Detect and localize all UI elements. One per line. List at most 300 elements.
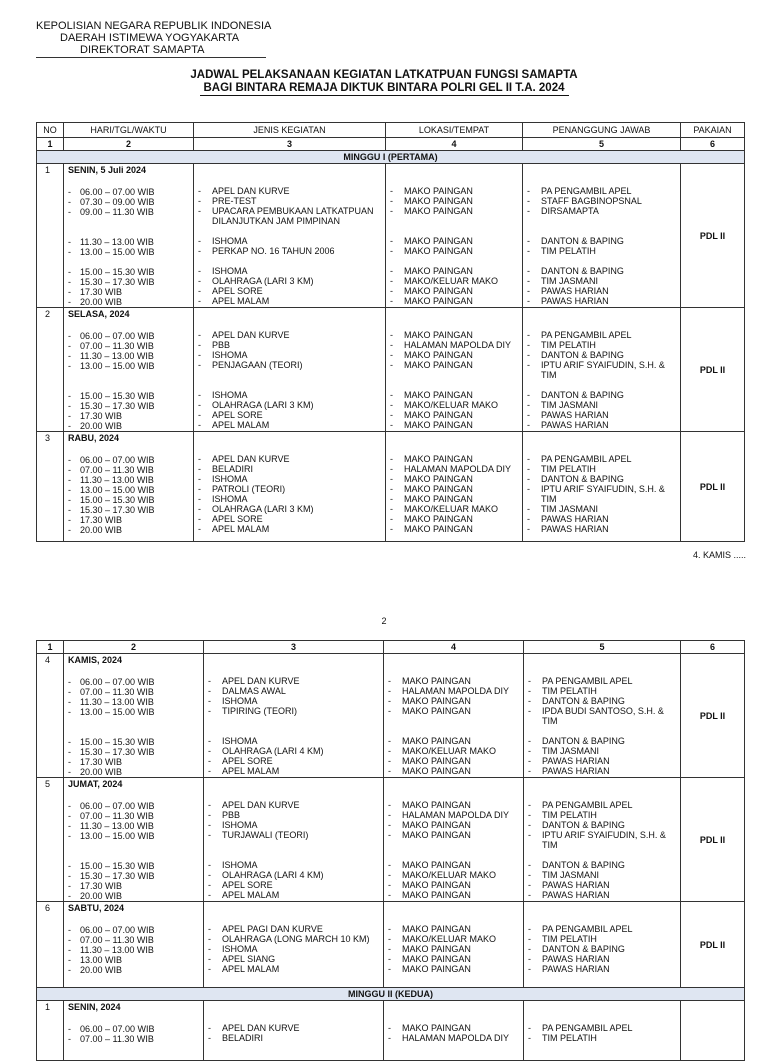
time-slot: - 20.00 WIB — [64, 891, 203, 901]
activity-item: - APEL MALAM — [204, 890, 383, 900]
time-slot: - 17.30 WIB — [64, 287, 193, 297]
day-date-label: KAMIS, 2024 — [68, 655, 123, 665]
day-date-label: SABTU, 2024 — [68, 903, 125, 913]
pic-item: - DANTON & BAPING — [524, 860, 680, 870]
activity-cell — [194, 308, 386, 432]
day-number: 5 — [37, 778, 64, 902]
time-cell — [64, 164, 194, 308]
day-number: 1 — [37, 164, 64, 308]
location-item: - HALAMAN MAPOLDA DIY — [384, 686, 523, 696]
day-number: 3 — [37, 432, 64, 542]
time-cell — [64, 1001, 204, 1061]
activity-item — [204, 726, 383, 736]
pic-item: - PA PENGAMBIL APEL — [524, 924, 680, 934]
pic-item — [523, 256, 680, 266]
col-number: 2 — [64, 641, 204, 654]
activity-item: - OLAHRAGA (LARI 3 KM) — [194, 504, 385, 514]
activity-item: - APEL SORE — [194, 286, 385, 296]
day-row — [37, 654, 745, 778]
location-cell — [384, 778, 524, 902]
time-slot: - 15.30 – 17.30 WIB — [64, 871, 203, 881]
pic-item: - PAWAS HARIAN — [523, 420, 680, 430]
time-slot: - 20.00 WIB — [64, 767, 203, 777]
location-cell — [384, 902, 524, 988]
activity-item — [194, 226, 385, 236]
activity-item: - PATROLI (TEORI) — [194, 484, 385, 494]
pic-item: - TIM PELATIH — [523, 340, 680, 350]
activity-item: - APEL DAN KURVE — [204, 1023, 383, 1033]
activity-item — [204, 850, 383, 860]
time-slot: - 07.30 – 09.00 WIB — [64, 197, 193, 207]
time-slot: - 06.00 – 07.00 WIB — [64, 187, 193, 197]
activity-item: - BELADIRI — [194, 464, 385, 474]
day-block — [37, 308, 745, 432]
col-header-attire: PAKAIAN — [681, 123, 745, 138]
location-item: - MAKO PAINGAN — [384, 676, 523, 686]
time-slot: - 15.00 – 15.30 WIB — [64, 391, 193, 401]
time-slot: - 06.00 – 07.00 WIB — [64, 331, 193, 341]
col-number: 4 — [384, 641, 524, 654]
pic-item: - PA PENGAMBIL APEL — [524, 676, 680, 686]
activity-item: - APEL MALAM — [204, 964, 383, 974]
pic-item: - TIM JASMANI — [524, 870, 680, 880]
pic-item: - PA PENGAMBIL APEL — [524, 1023, 680, 1033]
col-number: 5 — [524, 641, 681, 654]
schedule-table-page-1 — [36, 122, 745, 542]
time-slot — [64, 717, 203, 727]
time-slot: - 06.00 – 07.00 WIB — [64, 1024, 203, 1034]
activity-item: - OLAHRAGA (LARI 3 KM) — [194, 400, 385, 410]
time-slot: - 13.00 – 15.00 WIB — [64, 247, 193, 257]
location-item: - MAKO PAINGAN — [386, 246, 522, 256]
activity-item: - APEL DAN KURVE — [204, 676, 383, 686]
column-number-row — [37, 641, 745, 654]
activity-item: - ISHOMA — [194, 266, 385, 276]
attire-cell: PDL II — [681, 308, 745, 432]
time-slot: - 11.30 – 13.00 WIB — [64, 475, 193, 485]
pic-item — [523, 380, 680, 390]
time-slot: - 20.00 WIB — [64, 525, 193, 535]
column-number-row — [37, 138, 745, 151]
location-cell — [384, 1001, 524, 1061]
time-slot — [64, 381, 193, 391]
pic-cell — [523, 432, 681, 542]
location-item: - MAKO PAINGAN — [386, 410, 522, 420]
activity-item: - ISHOMA — [204, 944, 383, 954]
pic-item: - PAWAS HARIAN — [523, 524, 680, 534]
location-cell — [386, 164, 523, 308]
attire-cell: PDL II — [681, 778, 745, 902]
location-item — [386, 380, 522, 390]
pic-item: - PAWAS HARIAN — [523, 410, 680, 420]
pic-item: - TIM PELATIH — [524, 686, 680, 696]
letterhead-line-1: KEPOLISIAN NEGARA REPUBLIK INDONESIA — [36, 20, 272, 32]
time-slot: - 17.30 WIB — [64, 411, 193, 421]
pic-item: - PAWAS HARIAN — [524, 756, 680, 766]
attire-cell: PDL II — [681, 164, 745, 308]
location-cell — [386, 432, 523, 542]
activity-item: - APEL MALAM — [194, 420, 385, 430]
activity-item: - PERKAP NO. 16 TAHUN 2006 — [194, 246, 385, 256]
location-item: - MAKO PAINGAN — [384, 964, 523, 974]
time-slot: - 13.00 WIB — [64, 955, 203, 965]
day-row — [37, 1001, 745, 1061]
activity-item: - PBB — [194, 340, 385, 350]
col-number: 3 — [194, 138, 386, 151]
page-number: 2 — [381, 616, 387, 626]
location-item — [384, 840, 523, 850]
time-slot: - 13.00 – 15.00 WIB — [64, 361, 193, 371]
location-item: - MAKO PAINGAN — [386, 484, 522, 494]
location-item: - HALAMAN MAPOLDA DIY — [386, 464, 522, 474]
activity-item: - APEL SORE — [194, 410, 385, 420]
pic-cell — [524, 1001, 681, 1061]
pic-item: - TIM JASMANI — [523, 504, 680, 514]
time-slot: - 06.00 – 07.00 WIB — [64, 677, 203, 687]
pic-item: - IPDA BUDI SANTOSO, S.H. & TIM — [524, 706, 680, 726]
location-item: - MAKO PAINGAN — [384, 954, 523, 964]
location-item: - MAKO PAINGAN — [386, 514, 522, 524]
letterhead-underline — [36, 57, 266, 58]
location-item: - MAKO PAINGAN — [386, 286, 522, 296]
activity-item: - PBB — [204, 810, 383, 820]
location-item: - MAKO PAINGAN — [384, 756, 523, 766]
pic-cell — [523, 164, 681, 308]
pic-item: - TIM JASMANI — [524, 746, 680, 756]
time-slot: - 06.00 – 07.00 WIB — [64, 455, 193, 465]
location-item: - MAKO PAINGAN — [384, 696, 523, 706]
activity-item: - TIPIRING (TEORI) — [204, 706, 383, 716]
day-block — [37, 1001, 745, 1061]
location-item: - MAKO PAINGAN — [386, 186, 522, 196]
time-slot: - 11.30 – 13.00 WIB — [64, 237, 193, 247]
location-item: - MAKO PAINGAN — [386, 454, 522, 464]
location-item: - MAKO PAINGAN — [386, 266, 522, 276]
time-slot: - 07.00 – 11.30 WIB — [64, 811, 203, 821]
pic-item: - DANTON & BAPING — [523, 266, 680, 276]
pic-item: - TIM PELATIH — [523, 464, 680, 474]
location-item — [384, 716, 523, 726]
location-item: - MAKO PAINGAN — [386, 524, 522, 534]
location-cell — [384, 654, 524, 778]
time-slot — [64, 851, 203, 861]
time-slot: - 15.00 – 15.30 WIB — [64, 737, 203, 747]
pic-item: - IPTU ARIF SYAIFUDIN, S.H. & TIM — [523, 360, 680, 380]
activity-item — [194, 380, 385, 390]
week-row — [37, 988, 745, 1001]
letterhead-line-3: DIREKTORAT SAMAPTA — [80, 44, 205, 56]
location-item — [384, 850, 523, 860]
activity-item: - ISHOMA — [194, 474, 385, 484]
col-number: 1 — [37, 641, 64, 654]
document-title — [0, 69, 768, 96]
letterhead-line-2: DAERAH ISTIMEWA YOGYAKARTA — [60, 32, 240, 44]
col-number: 4 — [386, 138, 523, 151]
location-item — [386, 226, 522, 236]
time-slot — [64, 227, 193, 237]
activity-item: - DALMAS AWAL — [204, 686, 383, 696]
location-item — [386, 370, 522, 380]
col-number: 3 — [204, 641, 384, 654]
table-header-row — [37, 123, 745, 138]
time-slot: - 15.00 – 15.30 WIB — [64, 267, 193, 277]
activity-item: - ISHOMA — [204, 860, 383, 870]
location-item: - MAKO PAINGAN — [384, 736, 523, 746]
attire-cell — [681, 1001, 745, 1061]
time-slot: - 15.30 – 17.30 WIB — [64, 747, 203, 757]
col-header-time: HARI/TGL/WAKTU — [64, 123, 194, 138]
time-slot — [64, 727, 203, 737]
pic-item: - DANTON & BAPING — [524, 944, 680, 954]
activity-item: - APEL DAN KURVE — [194, 330, 385, 340]
time-slot: - 13.00 – 15.00 WIB — [64, 831, 203, 841]
time-slot: - 07.00 – 11.30 WIB — [64, 935, 203, 945]
day-number: 2 — [37, 308, 64, 432]
activity-item: - APEL DAN KURVE — [194, 186, 385, 196]
pic-item: - DANTON & BAPING — [523, 474, 680, 484]
location-item: - MAKO/KELUAR MAKO — [384, 934, 523, 944]
pic-item: - DANTON & BAPING — [524, 820, 680, 830]
pic-item: - DANTON & BAPING — [524, 696, 680, 706]
day-row — [37, 778, 745, 902]
day-date-label: SENIN, 2024 — [68, 1002, 121, 1012]
week-row — [37, 151, 745, 164]
activity-item: - ISHOMA — [204, 736, 383, 746]
activity-cell — [204, 1001, 384, 1061]
day-number: 1 — [37, 1001, 64, 1061]
activity-item: - APEL MALAM — [204, 766, 383, 776]
time-slot: - 15.30 – 17.30 WIB — [64, 505, 193, 515]
time-slot: - 09.00 – 11.30 WIB — [64, 207, 193, 217]
title-line-2: BAGI BINTARA REMAJA DIKTUK BINTARA POLRI GEL II T.A. 2024 — [200, 82, 569, 96]
location-item: - MAKO PAINGAN — [386, 196, 522, 206]
time-slot: - 11.30 – 13.00 WIB — [64, 945, 203, 955]
time-slot: - 15.00 – 15.30 WIB — [64, 495, 193, 505]
day-block — [37, 164, 745, 308]
activity-item: - PENJAGAAN (TEORI) — [194, 360, 385, 370]
location-item: - MAKO PAINGAN — [384, 706, 523, 716]
time-slot: - 20.00 WIB — [64, 297, 193, 307]
activity-item: - PRE-TEST — [194, 196, 385, 206]
location-item: - MAKO/KELUAR MAKO — [384, 746, 523, 756]
activity-item: - ISHOMA — [194, 350, 385, 360]
pic-item: - DIRSAMAPTA — [523, 206, 680, 216]
attire-cell: PDL II — [681, 432, 745, 542]
week-label: MINGGU I (PERTAMA) — [37, 151, 745, 164]
location-item: - MAKO PAINGAN — [386, 390, 522, 400]
pic-item: - TIM PELATIH — [523, 246, 680, 256]
activity-item: - OLAHRAGA (LARI 3 KM) — [194, 276, 385, 286]
time-slot: - 13.00 – 15.00 WIB — [64, 485, 193, 495]
pic-item: - TIM PELATIH — [524, 1033, 680, 1043]
time-slot: - 20.00 WIB — [64, 421, 193, 431]
time-cell — [64, 654, 204, 778]
activity-item: - APEL MALAM — [194, 296, 385, 306]
pic-item: - DANTON & BAPING — [523, 236, 680, 246]
activity-cell — [204, 654, 384, 778]
location-item: - HALAMAN MAPOLDA DIY — [384, 810, 523, 820]
day-block — [37, 654, 745, 778]
time-slot — [64, 257, 193, 267]
location-item: - MAKO PAINGAN — [386, 360, 522, 370]
col-number: 1 — [37, 138, 64, 151]
pic-item: - PAWAS HARIAN — [523, 286, 680, 296]
location-item: - MAKO/KELUAR MAKO — [386, 400, 522, 410]
title-line-1: JADWAL PELAKSANAAN KEGIATAN LATKATPUAN FUNGSI SAMAPTA — [190, 69, 578, 81]
activity-item: - OLAHRAGA (LARI 4 KM) — [204, 746, 383, 756]
location-item: - MAKO/KELUAR MAKO — [386, 504, 522, 514]
activity-item: - APEL SORE — [194, 514, 385, 524]
activity-item: - APEL DAN KURVE — [194, 454, 385, 464]
time-slot: - 06.00 – 07.00 WIB — [64, 925, 203, 935]
pic-item: - TIM PELATIH — [524, 810, 680, 820]
activity-item — [194, 370, 385, 380]
pic-item: - STAFF BAGBINOPSNAL — [523, 196, 680, 206]
time-slot: - 11.30 – 13.00 WIB — [64, 697, 203, 707]
day-number: 6 — [37, 902, 64, 988]
pic-item: - IPTU ARIF SYAIFUDIN, S.H. & TIM — [523, 484, 680, 504]
location-item: - MAKO PAINGAN — [386, 236, 522, 246]
day-number: 4 — [37, 654, 64, 778]
col-number: 6 — [681, 641, 745, 654]
continued-note: 4. KAMIS ..... — [692, 550, 746, 560]
day-row — [37, 164, 745, 308]
location-item: - MAKO/KELUAR MAKO — [384, 870, 523, 880]
location-item: - MAKO PAINGAN — [384, 944, 523, 954]
time-slot: - 07.00 – 11.30 WIB — [64, 1034, 203, 1044]
pic-item — [524, 850, 680, 860]
activity-item: - BELADIRI — [204, 1033, 383, 1043]
pic-item — [523, 216, 680, 226]
location-item: - MAKO PAINGAN — [386, 420, 522, 430]
location-item: - MAKO PAINGAN — [386, 330, 522, 340]
pic-item: - TIM JASMANI — [523, 400, 680, 410]
activity-item: - UPACARA PEMBUKAAN LATKATPUAN DILANJUTKAN JAM PIMPINAN — [194, 206, 385, 226]
time-slot — [64, 841, 203, 851]
pic-item: - IPTU ARIF SYAIFUDIN, S.H. & TIM — [524, 830, 680, 850]
time-slot: - 20.00 WIB — [64, 965, 203, 975]
col-header-activity: JENIS KEGIATAN — [194, 123, 386, 138]
col-header-pic: PENANGGUNG JAWAB — [523, 123, 681, 138]
time-slot: - 07.00 – 11.30 WIB — [64, 341, 193, 351]
pic-item: - PAWAS HARIAN — [524, 766, 680, 776]
pic-cell — [524, 902, 681, 988]
location-item: - MAKO PAINGAN — [384, 880, 523, 890]
col-number: 6 — [681, 138, 745, 151]
week-label: MINGGU II (KEDUA) — [37, 988, 745, 1001]
time-slot — [64, 217, 193, 227]
time-slot: - 13.00 – 15.00 WIB — [64, 707, 203, 717]
activity-cell — [204, 902, 384, 988]
activity-item: - OLAHRAGA (LONG MARCH 10 KM) — [204, 934, 383, 944]
time-slot: - 17.30 WIB — [64, 515, 193, 525]
pic-item — [524, 726, 680, 736]
location-item: - MAKO PAINGAN — [384, 766, 523, 776]
time-slot: - 11.30 – 13.00 WIB — [64, 351, 193, 361]
pic-item: - PA PENGAMBIL APEL — [523, 186, 680, 196]
location-item — [386, 256, 522, 266]
pic-item: - PAWAS HARIAN — [524, 954, 680, 964]
time-slot — [64, 371, 193, 381]
time-cell — [64, 308, 194, 432]
pic-cell — [524, 654, 681, 778]
location-item: - MAKO PAINGAN — [384, 890, 523, 900]
location-item — [386, 216, 522, 226]
pic-item: - PAWAS HARIAN — [523, 296, 680, 306]
day-date-label: JUMAT, 2024 — [68, 779, 123, 789]
time-slot: - 06.00 – 07.00 WIB — [64, 801, 203, 811]
activity-item — [194, 256, 385, 266]
time-slot: - 17.30 WIB — [64, 881, 203, 891]
time-cell — [64, 902, 204, 988]
time-slot: - 17.30 WIB — [64, 757, 203, 767]
pic-item: - DANTON & BAPING — [523, 350, 680, 360]
col-header-no: NO — [37, 123, 64, 138]
pic-item: - PAWAS HARIAN — [524, 880, 680, 890]
day-row — [37, 432, 745, 542]
time-slot: - 11.30 – 13.00 WIB — [64, 821, 203, 831]
day-date-label: RABU, 2024 — [68, 433, 120, 443]
day-row — [37, 902, 745, 988]
time-slot: - 07.00 – 11.30 WIB — [64, 465, 193, 475]
activity-item: - ISHOMA — [194, 236, 385, 246]
col-number: 5 — [523, 138, 681, 151]
day-date-label: SELASA, 2024 — [68, 309, 130, 319]
day-block — [37, 902, 745, 988]
pic-cell — [523, 308, 681, 432]
activity-item: - OLAHRAGA (LARI 4 KM) — [204, 870, 383, 880]
pic-item: - DANTON & BAPING — [523, 390, 680, 400]
activity-item: - ISHOMA — [194, 494, 385, 504]
activity-item — [204, 840, 383, 850]
col-number: 2 — [64, 138, 194, 151]
location-item: - HALAMAN MAPOLDA DIY — [386, 340, 522, 350]
activity-item: - TURJAWALI (TEORI) — [204, 830, 383, 840]
pic-item: - PAWAS HARIAN — [524, 964, 680, 974]
time-slot: - 15.00 – 15.30 WIB — [64, 861, 203, 871]
col-header-location: LOKASI/TEMPAT — [386, 123, 523, 138]
pic-item: - PA PENGAMBIL APEL — [523, 454, 680, 464]
activity-item: - APEL DAN KURVE — [204, 800, 383, 810]
location-item: - MAKO PAINGAN — [384, 1023, 523, 1033]
pic-item: - TIM PELATIH — [524, 934, 680, 944]
schedule-table-page-2 — [36, 640, 745, 1061]
location-item: - MAKO PAINGAN — [384, 830, 523, 840]
location-item: - MAKO PAINGAN — [386, 296, 522, 306]
activity-item: - APEL PAGI DAN KURVE — [204, 924, 383, 934]
location-item: - HALAMAN MAPOLDA DIY — [384, 1033, 523, 1043]
pic-item: - PAWAS HARIAN — [524, 890, 680, 900]
location-item: - MAKO PAINGAN — [384, 860, 523, 870]
day-block — [37, 432, 745, 542]
location-item: - MAKO PAINGAN — [386, 206, 522, 216]
time-cell — [64, 432, 194, 542]
activity-item: - ISHOMA — [204, 820, 383, 830]
activity-cell — [194, 164, 386, 308]
location-item: - MAKO PAINGAN — [384, 820, 523, 830]
day-date-label: SENIN, 5 Juli 2024 — [68, 165, 147, 175]
pic-item: - PA PENGAMBIL APEL — [524, 800, 680, 810]
pic-item: - PAWAS HARIAN — [523, 514, 680, 524]
pic-item: - PA PENGAMBIL APEL — [523, 330, 680, 340]
attire-cell: PDL II — [681, 654, 745, 778]
location-item: - MAKO PAINGAN — [386, 474, 522, 484]
pic-item: - TIM JASMANI — [523, 276, 680, 286]
day-block — [37, 778, 745, 902]
pic-cell — [524, 778, 681, 902]
letterhead — [36, 20, 271, 56]
pic-item — [523, 226, 680, 236]
